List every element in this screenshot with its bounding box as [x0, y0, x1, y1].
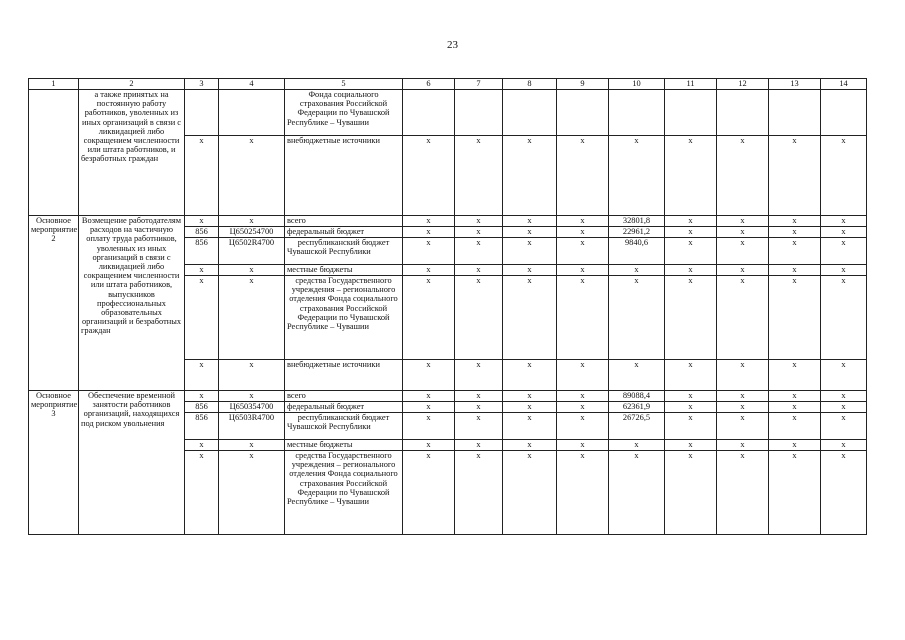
- table-cell-value: 9840,6: [609, 238, 665, 265]
- column-header: 3: [185, 79, 219, 90]
- table-cell-value: x: [821, 413, 867, 440]
- table-cell-value: x: [821, 227, 867, 238]
- table-cell-value: x: [665, 216, 717, 227]
- table-cell-budget-code: x: [219, 216, 285, 227]
- table-cell-value: [717, 90, 769, 136]
- table-cell-value: x: [503, 265, 557, 276]
- table-row: [29, 216, 867, 227]
- table-cell-value: x: [403, 227, 455, 238]
- table-cell-budget-code: x: [219, 451, 285, 535]
- table-cell-funding-source: республиканский бюджет Чувашской Республики: [285, 238, 403, 265]
- table-cell-value: x: [455, 227, 503, 238]
- table-cell-budget-code: [219, 90, 285, 136]
- table-cell-funding-source: средства Государственного учреждения – регионального отделения Фонда социального страхования Российской Федерации по Чувашской Республике – Чувашии: [285, 276, 403, 360]
- column-header: 2: [79, 79, 185, 90]
- table-cell-value: x: [557, 276, 609, 360]
- table-cell-value: x: [455, 413, 503, 440]
- table-cell-value: x: [769, 391, 821, 402]
- table-cell-value: x: [769, 276, 821, 360]
- table-cell-value: 89088,4: [609, 391, 665, 402]
- table-cell-funding-source: местные бюджеты: [285, 440, 403, 451]
- table-cell-value: x: [609, 360, 665, 391]
- table-cell-budget-code: x: [219, 276, 285, 360]
- table-cell-value: x: [557, 238, 609, 265]
- table-cell-description: Обеспечение временной занятости работников организаций, находящихся под риском увольнения: [79, 391, 185, 535]
- table-cell-value: 32801,8: [609, 216, 665, 227]
- table-cell-value: x: [557, 451, 609, 535]
- table-cell-value: [455, 90, 503, 136]
- table-cell-value: x: [665, 238, 717, 265]
- table-cell-budget-code: Ц650254700: [219, 227, 285, 238]
- table-cell-value: x: [769, 136, 821, 216]
- table-cell-value: [609, 90, 665, 136]
- table-cell-label: [29, 90, 79, 216]
- table-cell-value: x: [665, 227, 717, 238]
- table-cell-value: x: [609, 265, 665, 276]
- table-cell-value: x: [769, 440, 821, 451]
- table-cell-value: x: [403, 391, 455, 402]
- table-cell-value: x: [503, 413, 557, 440]
- table-cell-label: Основное мероприятие 3: [29, 391, 79, 535]
- table-cell-value: x: [717, 440, 769, 451]
- table-cell-code: x: [185, 276, 219, 360]
- table-cell-value: x: [503, 440, 557, 451]
- table-cell-value: x: [717, 391, 769, 402]
- table-row: [29, 90, 867, 136]
- table-cell-value: x: [769, 238, 821, 265]
- table-cell-value: x: [821, 451, 867, 535]
- table-cell-value: x: [717, 265, 769, 276]
- table-cell-value: x: [557, 413, 609, 440]
- table-cell-value: x: [503, 136, 557, 216]
- page-number: 23: [447, 39, 458, 51]
- table-cell-budget-code: x: [219, 265, 285, 276]
- table-cell-value: x: [717, 136, 769, 216]
- table-cell-value: x: [821, 216, 867, 227]
- table-cell-value: x: [717, 402, 769, 413]
- table-cell-value: x: [503, 276, 557, 360]
- table-cell-value: x: [557, 402, 609, 413]
- table-cell-budget-code: x: [219, 391, 285, 402]
- budget-table: [28, 78, 867, 535]
- table-cell-value: x: [557, 391, 609, 402]
- table-cell-funding-source: средства Государственного учреждения – регионального отделения Фонда социального страхования Российской Федерации по Чувашской Республике – Чувашии: [285, 451, 403, 535]
- table-cell-value: x: [717, 227, 769, 238]
- table-cell-value: x: [665, 265, 717, 276]
- table-cell-value: x: [821, 265, 867, 276]
- table-cell-budget-code: Ц650354700: [219, 402, 285, 413]
- table-cell-value: x: [557, 360, 609, 391]
- table-cell-value: x: [821, 391, 867, 402]
- table-cell-value: x: [403, 451, 455, 535]
- table-cell-value: 62361,9: [609, 402, 665, 413]
- table-cell-budget-code: Ц6502R4700: [219, 238, 285, 265]
- table-cell-value: x: [403, 265, 455, 276]
- table-cell-label: Основное мероприятие 2: [29, 216, 79, 391]
- table-row: [29, 391, 867, 402]
- table-cell-value: [557, 90, 609, 136]
- table-cell-value: x: [665, 391, 717, 402]
- table-cell-funding-source: федеральный бюджет: [285, 402, 403, 413]
- table-cell-funding-source: всего: [285, 216, 403, 227]
- table-cell-value: 22961,2: [609, 227, 665, 238]
- table-cell-value: x: [455, 402, 503, 413]
- table-cell-value: x: [557, 216, 609, 227]
- table-cell-value: x: [821, 440, 867, 451]
- table-cell-funding-source: внебюджетные источники: [285, 360, 403, 391]
- table-cell-value: x: [403, 402, 455, 413]
- table-cell-funding-source: всего: [285, 391, 403, 402]
- table-cell-code: [185, 90, 219, 136]
- table-cell-value: x: [455, 136, 503, 216]
- table-cell-code: x: [185, 265, 219, 276]
- column-header: 6: [403, 79, 455, 90]
- table-cell-value: x: [821, 402, 867, 413]
- table-cell-budget-code: x: [219, 440, 285, 451]
- table-cell-code: x: [185, 391, 219, 402]
- table-cell-funding-source: республиканский бюджет Чувашской Республики: [285, 413, 403, 440]
- table-cell-value: x: [821, 238, 867, 265]
- table-cell-value: x: [403, 276, 455, 360]
- table-cell-value: x: [557, 227, 609, 238]
- table-cell-funding-source: федеральный бюджет: [285, 227, 403, 238]
- table-cell-value: x: [665, 451, 717, 535]
- table-cell-funding-source: Фонда социального страхования Российской Федерации по Чувашской Республике – Чувашии: [285, 90, 403, 136]
- table-cell-value: x: [769, 360, 821, 391]
- column-header: 12: [717, 79, 769, 90]
- table-cell-value: x: [455, 216, 503, 227]
- table-cell-value: x: [455, 276, 503, 360]
- table-cell-value: x: [557, 440, 609, 451]
- table-cell-value: x: [717, 216, 769, 227]
- table-cell-code: x: [185, 440, 219, 451]
- table-cell-funding-source: внебюджетные источники: [285, 136, 403, 216]
- table-cell-value: x: [609, 451, 665, 535]
- column-header: 9: [557, 79, 609, 90]
- table-cell-value: x: [717, 276, 769, 360]
- table-cell-code: x: [185, 216, 219, 227]
- table-cell-value: x: [821, 276, 867, 360]
- table-cell-value: x: [557, 265, 609, 276]
- table-cell-budget-code: x: [219, 360, 285, 391]
- table-cell-value: x: [665, 360, 717, 391]
- table-cell-value: [665, 90, 717, 136]
- table-cell-value: x: [821, 360, 867, 391]
- table-cell-value: x: [403, 216, 455, 227]
- table-cell-value: x: [769, 413, 821, 440]
- table-cell-description: Возмещение работодателям расходов на частичную оплату труда работников, уволенных из иных организаций в связи с ликвидацией либо сокращением численности или штата работников, выпускников профессиональных образовательных организаций и безработных граждан: [79, 216, 185, 391]
- table-cell-value: [821, 90, 867, 136]
- column-header: 14: [821, 79, 867, 90]
- table-cell-value: [769, 90, 821, 136]
- table-cell-value: x: [403, 360, 455, 391]
- table-cell-code: x: [185, 136, 219, 216]
- table-cell-value: x: [769, 402, 821, 413]
- table-cell-value: x: [665, 136, 717, 216]
- table-cell-value: x: [665, 402, 717, 413]
- table-cell-code: 856: [185, 402, 219, 413]
- table-cell-code: 856: [185, 227, 219, 238]
- table-cell-value: x: [717, 238, 769, 265]
- table-cell-value: x: [503, 451, 557, 535]
- table-cell-value: x: [455, 451, 503, 535]
- table-cell-value: x: [503, 391, 557, 402]
- table-cell-description: а также принятых на постоянную работу работников, уволенных из иных организаций в связи с ликвидацией либо сокращением численности или штата работников, и безработных граждан: [79, 90, 185, 216]
- table-cell-value: x: [503, 238, 557, 265]
- table-cell-value: x: [769, 451, 821, 535]
- table-cell-value: x: [455, 391, 503, 402]
- table-cell-value: x: [503, 216, 557, 227]
- column-header: 1: [29, 79, 79, 90]
- table-cell-value: x: [403, 413, 455, 440]
- column-header: 8: [503, 79, 557, 90]
- table-cell-value: x: [557, 136, 609, 216]
- column-header: 10: [609, 79, 665, 90]
- table-cell-value: x: [609, 440, 665, 451]
- table-cell-value: x: [455, 238, 503, 265]
- table-cell-value: x: [717, 360, 769, 391]
- table-cell-value: x: [609, 136, 665, 216]
- table-cell-value: x: [665, 276, 717, 360]
- table-cell-value: x: [769, 216, 821, 227]
- table-cell-value: x: [455, 360, 503, 391]
- table-cell-value: x: [503, 402, 557, 413]
- table-cell-value: [503, 90, 557, 136]
- table-cell-budget-code: Ц6503R4700: [219, 413, 285, 440]
- table-cell-value: x: [769, 265, 821, 276]
- table-cell-value: 26726,5: [609, 413, 665, 440]
- table-cell-value: x: [717, 451, 769, 535]
- table-cell-value: x: [455, 265, 503, 276]
- table-cell-code: x: [185, 360, 219, 391]
- column-header: 5: [285, 79, 403, 90]
- table-cell-value: x: [403, 440, 455, 451]
- table-cell-value: [403, 90, 455, 136]
- table-cell-value: x: [665, 413, 717, 440]
- table-cell-funding-source: местные бюджеты: [285, 265, 403, 276]
- table-cell-value: x: [665, 440, 717, 451]
- table-cell-value: x: [717, 413, 769, 440]
- table-cell-value: x: [403, 238, 455, 265]
- table-header-row: [29, 79, 867, 90]
- table-cell-value: x: [503, 360, 557, 391]
- table-cell-value: x: [403, 136, 455, 216]
- table-cell-code: 856: [185, 413, 219, 440]
- table-cell-code: x: [185, 451, 219, 535]
- table-cell-value: x: [769, 227, 821, 238]
- column-header: 7: [455, 79, 503, 90]
- table-cell-budget-code: x: [219, 136, 285, 216]
- table-cell-value: x: [503, 227, 557, 238]
- table-cell-code: 856: [185, 238, 219, 265]
- column-header: 4: [219, 79, 285, 90]
- column-header: 13: [769, 79, 821, 90]
- table-cell-value: x: [821, 136, 867, 216]
- table-cell-value: x: [609, 276, 665, 360]
- table-cell-value: x: [455, 440, 503, 451]
- column-header: 11: [665, 79, 717, 90]
